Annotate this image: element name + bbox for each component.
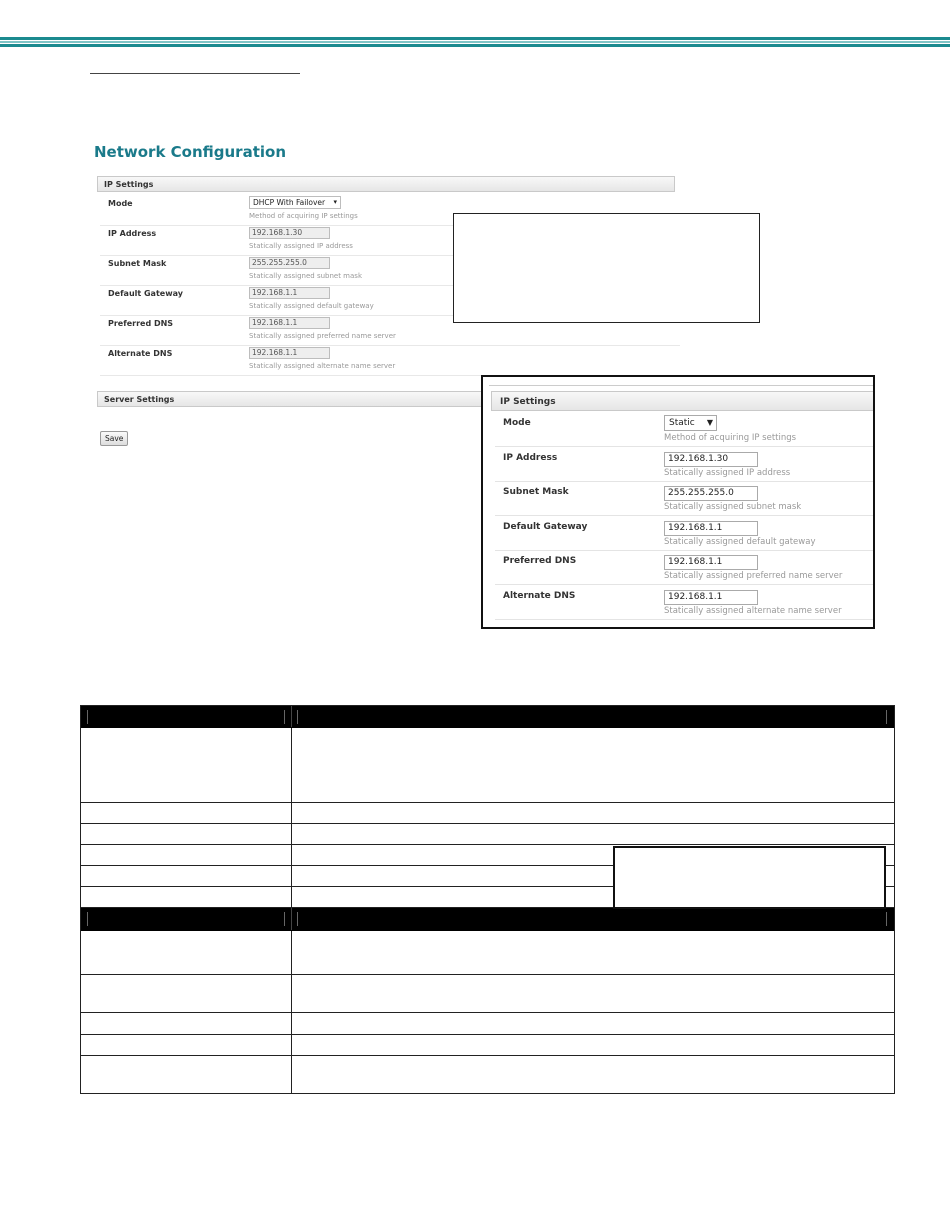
- ip-settings-zoom-screenshot: [481, 375, 875, 629]
- header-marker: [284, 912, 285, 926]
- mode-row: [495, 412, 873, 447]
- ip-settings-header[interactable]: IP Settings: [491, 391, 873, 411]
- default-gateway-hint: Statically assigned default gateway: [249, 302, 374, 310]
- table-cell: [81, 1035, 292, 1055]
- default-gateway-field[interactable]: 192.168.1.1: [664, 521, 758, 536]
- preferred-dns-field[interactable]: 192.168.1.1: [249, 317, 330, 329]
- alternate-dns-label: Alternate DNS: [108, 349, 173, 358]
- alternate-dns-field[interactable]: 192.168.1.1: [664, 590, 758, 605]
- ip-address-hint: Statically assigned IP address: [664, 468, 791, 478]
- table-row: [81, 1056, 894, 1093]
- mode-select[interactable]: [249, 196, 341, 209]
- table-cell: [81, 803, 292, 823]
- table-header-cell: [81, 908, 292, 930]
- ip-address-field[interactable]: 192.168.1.30: [249, 227, 330, 239]
- table-cell: [81, 845, 292, 865]
- default-gateway-row: [495, 516, 873, 551]
- table-cell: [81, 824, 292, 844]
- default-gateway-hint: Statically assigned default gateway: [664, 537, 816, 547]
- table-header-cell: [81, 706, 292, 727]
- subnet-mask-hint: Statically assigned subnet mask: [664, 502, 802, 512]
- table-row: [81, 1013, 894, 1035]
- chevron-down-icon: ▼: [706, 418, 713, 427]
- header-marker: [297, 912, 298, 926]
- header-marker: [87, 710, 88, 724]
- preferred-dns-field[interactable]: 192.168.1.1: [664, 555, 758, 570]
- alternate-dns-hint: Statically assigned alternate name server: [249, 362, 396, 370]
- mode-select-value: DHCP With Failover: [253, 198, 326, 207]
- table-cell: [81, 931, 292, 974]
- table-header-row: [81, 908, 894, 931]
- table-cell: [81, 975, 292, 1012]
- mode-label: Mode: [108, 199, 133, 208]
- subnet-mask-label: Subnet Mask: [503, 487, 569, 497]
- ip-settings-header[interactable]: IP Settings: [97, 176, 675, 192]
- header-stripe-mid: [0, 41, 950, 43]
- divider: [489, 385, 873, 386]
- server-settings-header[interactable]: Server Settings: [97, 391, 675, 407]
- header-marker: [284, 710, 285, 724]
- preferred-dns-label: Preferred DNS: [503, 556, 577, 566]
- table-row: [81, 824, 894, 845]
- callout-box: [453, 213, 760, 323]
- alternate-dns-row: [100, 345, 680, 376]
- preferred-dns-row: [495, 550, 873, 585]
- alternate-dns-field[interactable]: 192.168.1.1: [249, 347, 330, 359]
- table-row: [81, 803, 894, 824]
- chevron-down-icon: ▾: [333, 198, 337, 206]
- table-cell: [81, 1056, 292, 1093]
- table-row: [81, 931, 894, 975]
- table-row: [81, 975, 894, 1013]
- subnet-mask-label: Subnet Mask: [108, 259, 167, 268]
- header-stripe-bottom: [0, 44, 950, 47]
- header-marker: [886, 710, 887, 724]
- preferred-dns-hint: Statically assigned preferred name server: [664, 571, 843, 581]
- table-cell: [81, 866, 292, 886]
- header-marker: [297, 710, 298, 724]
- table-row: [81, 728, 894, 803]
- mode-select-value: Static: [669, 418, 695, 428]
- table-cell: [81, 1013, 292, 1034]
- preferred-dns-hint: Statically assigned preferred name server: [249, 332, 396, 340]
- default-gateway-label: Default Gateway: [108, 289, 183, 298]
- alternate-dns-hint: Statically assigned alternate name server: [664, 606, 842, 616]
- header-marker: [87, 912, 88, 926]
- mode-hint: Method of acquiring IP settings: [664, 433, 797, 443]
- table-cell: [81, 887, 292, 907]
- header-marker: [886, 912, 887, 926]
- subnet-mask-field[interactable]: 255.255.255.0: [664, 486, 758, 501]
- preferred-dns-label: Preferred DNS: [108, 319, 174, 328]
- table-cell: [81, 728, 292, 802]
- ip-address-label: IP Address: [503, 453, 558, 463]
- page-title: Network Configuration: [94, 143, 286, 161]
- default-gateway-field[interactable]: 192.168.1.1: [249, 287, 330, 299]
- ip-address-label: IP Address: [108, 229, 157, 238]
- ip-address-field[interactable]: 192.168.1.30: [664, 452, 758, 467]
- table-row: [81, 1035, 894, 1056]
- subnet-mask-row: [495, 481, 873, 516]
- ip-address-hint: Statically assigned IP address: [249, 242, 353, 250]
- mode-hint: Method of acquiring IP settings: [249, 212, 358, 220]
- callout-box: [613, 846, 886, 909]
- alternate-dns-label: Alternate DNS: [503, 591, 576, 601]
- mode-select[interactable]: [664, 415, 717, 431]
- save-button[interactable]: Save: [100, 431, 128, 446]
- ip-address-row: [495, 447, 873, 482]
- alternate-dns-row: [495, 585, 873, 620]
- default-gateway-label: Default Gateway: [503, 522, 588, 532]
- header-stripe-top: [0, 37, 950, 40]
- section-rule: [90, 73, 300, 74]
- mode-label: Mode: [503, 418, 531, 428]
- subnet-mask-field[interactable]: 255.255.255.0: [249, 257, 330, 269]
- subnet-mask-hint: Statically assigned subnet mask: [249, 272, 362, 280]
- table-header-row: [81, 706, 894, 728]
